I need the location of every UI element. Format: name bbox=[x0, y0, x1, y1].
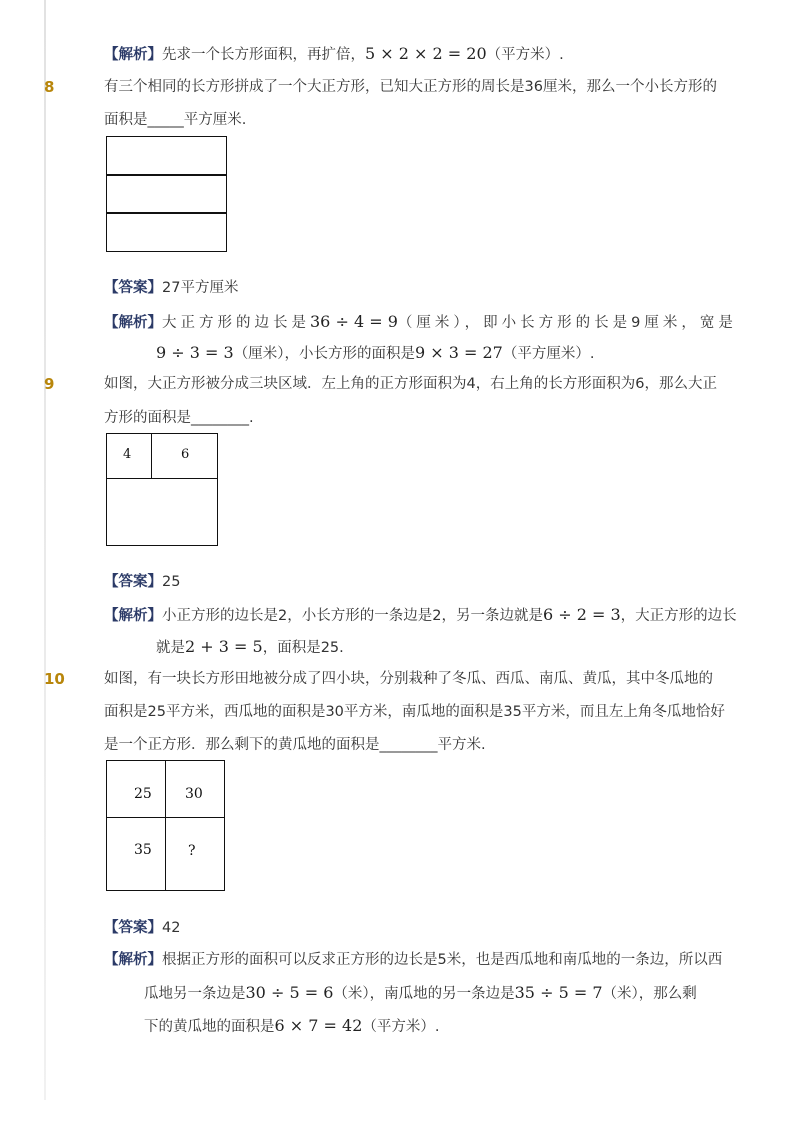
q8-divider-2 bbox=[107, 212, 226, 214]
question-8-number: 8 bbox=[44, 78, 55, 96]
analysis-label: 【解析】 bbox=[104, 952, 162, 968]
q10-analysis-line-1 bbox=[104, 950, 722, 970]
q9-analysis-rest-1: ，大正方形的边长 bbox=[620, 608, 737, 624]
q10-analysis-math-4: 6 × 7 = 42 bbox=[274, 1016, 363, 1035]
q10-analysis-end-2: （米），那么剩 bbox=[602, 986, 697, 1002]
q8-analysis-text-1: 大正方形的边长是 bbox=[162, 315, 310, 331]
question-10-line-1: 如图，有一块长方形田地被分成了四小块，分别栽种了冬瓜、西瓜、南瓜、黄瓜，其中冬瓜地的 bbox=[104, 671, 713, 687]
q8-analysis-rest-1: （厘米），即小长方形的长是9厘米，宽是 bbox=[397, 315, 737, 331]
q8-analysis-math-3: 9 × 3 = 27 bbox=[414, 343, 503, 362]
q9-analysis-rest-2: ，面积是25. bbox=[262, 640, 344, 656]
q10-analysis-end-3: （平方米）. bbox=[362, 1019, 440, 1035]
q9-vertical-divider bbox=[151, 434, 152, 479]
question-9-number: 9 bbox=[44, 375, 55, 393]
q9-analysis-text-1: 小正方形的边长是2，小长方形的一条边是2，另一条边就是 bbox=[162, 608, 543, 624]
q10-vertical-divider bbox=[165, 761, 166, 890]
q10-field-figure bbox=[106, 760, 225, 891]
q8-answer-line bbox=[104, 278, 238, 298]
q9-analysis-line-1 bbox=[104, 605, 737, 626]
answer-label: 【答案】 bbox=[104, 920, 162, 936]
top-analysis-text: 先求一个长方形面积，再扩倍， bbox=[162, 47, 365, 63]
q8-analysis-end-2: （平方厘米）. bbox=[502, 346, 595, 362]
q10-cell-top-right: 30 bbox=[185, 786, 203, 802]
q9-answer-value: 25 bbox=[162, 574, 181, 590]
question-8-line-1: 有三个相同的长方形拼成了一个大正方形，已知大正方形的周长是36厘米，那么一个小长方形的 bbox=[104, 79, 717, 95]
top-analysis-line bbox=[104, 44, 564, 65]
q9-analysis-line-2 bbox=[156, 637, 344, 658]
q9-cell-left-value: 4 bbox=[123, 447, 132, 462]
q10-analysis-text-1: 根据正方形的面积可以反求正方形的边长是5米，也是西瓜地和南瓜地的一条边，所以西 bbox=[162, 952, 723, 968]
question-8-line-2: 面积是_____平方厘米. bbox=[104, 112, 247, 128]
answer-label: 【答案】 bbox=[104, 574, 162, 590]
q8-square-figure bbox=[106, 136, 227, 252]
q10-analysis-text-2: 瓜地另一条边是 bbox=[144, 986, 246, 1002]
q8-analysis-mid-2: （厘米），小长方形的面积是 bbox=[233, 346, 415, 362]
question-10-number: 10 bbox=[44, 670, 65, 688]
q9-square-figure bbox=[106, 433, 218, 546]
q10-analysis-mid-2: （米），南瓜地的另一条边是 bbox=[333, 986, 515, 1002]
analysis-label: 【解析】 bbox=[104, 315, 162, 331]
q10-analysis-line-2 bbox=[144, 983, 697, 1004]
top-analysis-math: 5 × 2 × 2 = 20 bbox=[365, 44, 487, 63]
q9-cell-right-value: 6 bbox=[181, 447, 190, 462]
q10-analysis-math-2: 30 ÷ 5 = 6 bbox=[245, 983, 334, 1002]
q10-cell-bottom-left: 35 bbox=[134, 842, 152, 858]
analysis-label: 【解析】 bbox=[104, 608, 162, 624]
question-10-line-2: 面积是25平方米，西瓜地的面积是30平方米，南瓜地的面积是35平方米，而且左上角冬瓜地恰好 bbox=[104, 704, 725, 720]
question-10-line-3: 是一个正方形．那么剩下的黄瓜地的面积是________平方米. bbox=[104, 737, 486, 753]
q9-answer-line bbox=[104, 572, 180, 592]
q10-answer-value: 42 bbox=[162, 920, 181, 936]
q9-horizontal-divider bbox=[107, 478, 217, 479]
q10-analysis-text-3: 下的黄瓜地的面积是 bbox=[144, 1019, 275, 1035]
q10-answer-line bbox=[104, 918, 180, 938]
q8-divider-1 bbox=[107, 174, 226, 176]
q9-analysis-math-2: 2 + 3 = 5 bbox=[185, 637, 263, 656]
analysis-label: 【解析】 bbox=[104, 47, 162, 63]
q10-cell-bottom-right: ? bbox=[188, 843, 196, 859]
q8-analysis-line-1 bbox=[104, 312, 737, 333]
q10-analysis-math-3: 35 ÷ 5 = 7 bbox=[514, 983, 603, 1002]
q9-analysis-text-2: 就是 bbox=[156, 640, 185, 656]
q10-cell-top-left: 25 bbox=[134, 786, 152, 802]
q8-analysis-math-2: 9 ÷ 3 = 3 bbox=[156, 343, 234, 362]
top-analysis-unit: （平方米）. bbox=[486, 47, 564, 63]
q8-analysis-math-1: 36 ÷ 4 = 9 bbox=[310, 312, 398, 331]
question-9-line-1: 如图，大正方形被分成三块区域．左上角的正方形面积为4，右上角的长方形面积为6，那么大正 bbox=[104, 376, 717, 392]
question-9-line-2: 方形的面积是________. bbox=[104, 410, 254, 426]
q10-analysis-line-3 bbox=[144, 1016, 439, 1037]
left-margin-rule bbox=[44, 0, 46, 1100]
q9-analysis-math-1: 6 ÷ 2 = 3 bbox=[542, 605, 621, 624]
q8-answer-value: 27平方厘米 bbox=[162, 280, 239, 296]
answer-label: 【答案】 bbox=[104, 280, 162, 296]
q8-analysis-line-2 bbox=[156, 343, 594, 364]
